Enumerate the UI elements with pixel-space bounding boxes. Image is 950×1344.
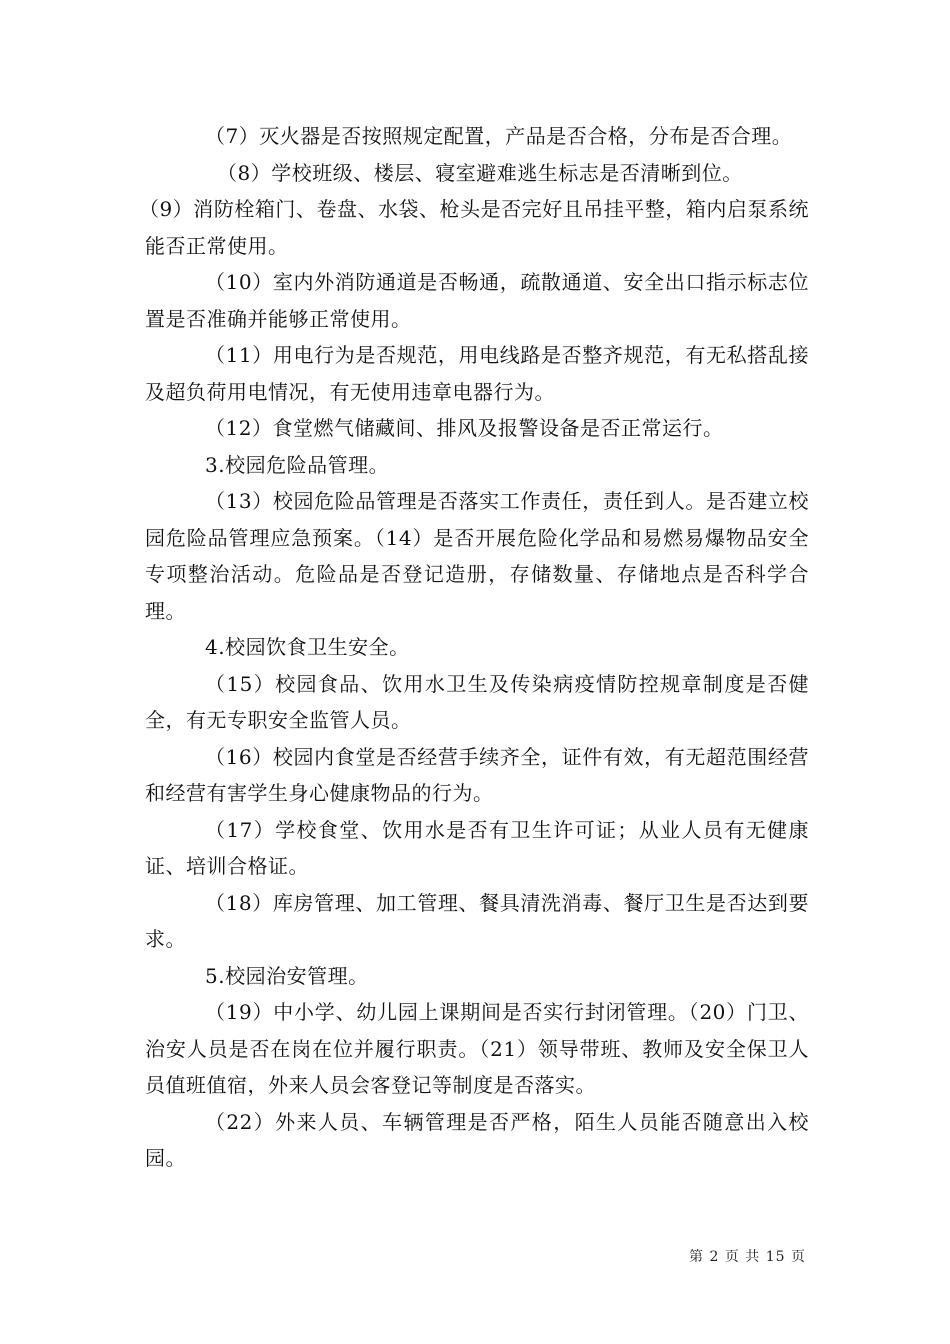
paragraph-item-17: （17）学校食堂、饮用水是否有卫生许可证；从业人员有无健康证、培训合格证。 — [145, 817, 809, 878]
paragraph-item-7: （7）灭火器是否按照规定配置，产品是否合格，分布是否合理。 — [205, 124, 793, 148]
paragraph-item-11: （11）用电行为是否规范，用电线路是否整齐规范，有无私搭乱接及超负荷用电情况，有无使用违章电器行为。 — [145, 343, 809, 404]
paragraph-item-13-14: （13）校园危险品管理是否落实工作责任，责任到人。是否建立校园危险品管理应急预案。（14）是否开展危险化学品和易燃易爆物品安全专项整治活动。危险品是否登记造册，存储数量、存储地点是否科学合理。 — [145, 489, 809, 623]
paragraph-item-8: （8）学校班级、楼层、寝室避难逃生标志是否清晰到位。 — [217, 160, 743, 185]
section-heading-4: 4.校园饮食卫生安全。 — [205, 635, 410, 659]
paragraph-item-10: （10）室内外消防通道是否畅通，疏散通道、安全出口指示标志位置是否准确并能够正常使用。 — [145, 270, 809, 331]
paragraph-item-22: （22）外来人员、车辆管理是否严格，陌生人员能否随意出入校园。 — [145, 1109, 809, 1170]
paragraph-item-16: （16）校园内食堂是否经营手续齐全，证件有效，有无超范围经营和经营有害学生身心健康物品的行为。 — [145, 744, 809, 805]
paragraph-item-9: （9）消防栓箱门、卷盘、水袋、枪头是否完好且吊挂平整，箱内启泵系统能否正常使用。 — [139, 197, 809, 258]
section-heading-3: 3.校园危险品管理。 — [205, 452, 390, 477]
paragraph-item-19-21: （19）中小学、幼儿园上课期间是否实行封闭管理。（20）门卫、治安人员是否在岗在位并履行职责。（21）领导带班、教师及安全保卫人员值班值宿，外来人员会客登记等制度是否落实。 — [145, 1000, 809, 1097]
paragraph-item-15: （15）校园食品、饮用水卫生及传染病疫情防控规章制度是否健全，有无专职安全监管人员。 — [145, 671, 809, 732]
paragraph-item-12: （12）食堂燃气储藏间、排风及报警设备是否正常运行。 — [205, 416, 724, 440]
document-body — [139, 118, 809, 1177]
section-heading-5: 5.校园治安管理。 — [205, 963, 369, 988]
paragraph-item-18: （18）库房管理、加工管理、餐具清洗消毒、餐厅卫生是否达到要求。 — [145, 890, 809, 951]
page-number-footer: 第 2 页 共 15 页 — [689, 1249, 806, 1265]
